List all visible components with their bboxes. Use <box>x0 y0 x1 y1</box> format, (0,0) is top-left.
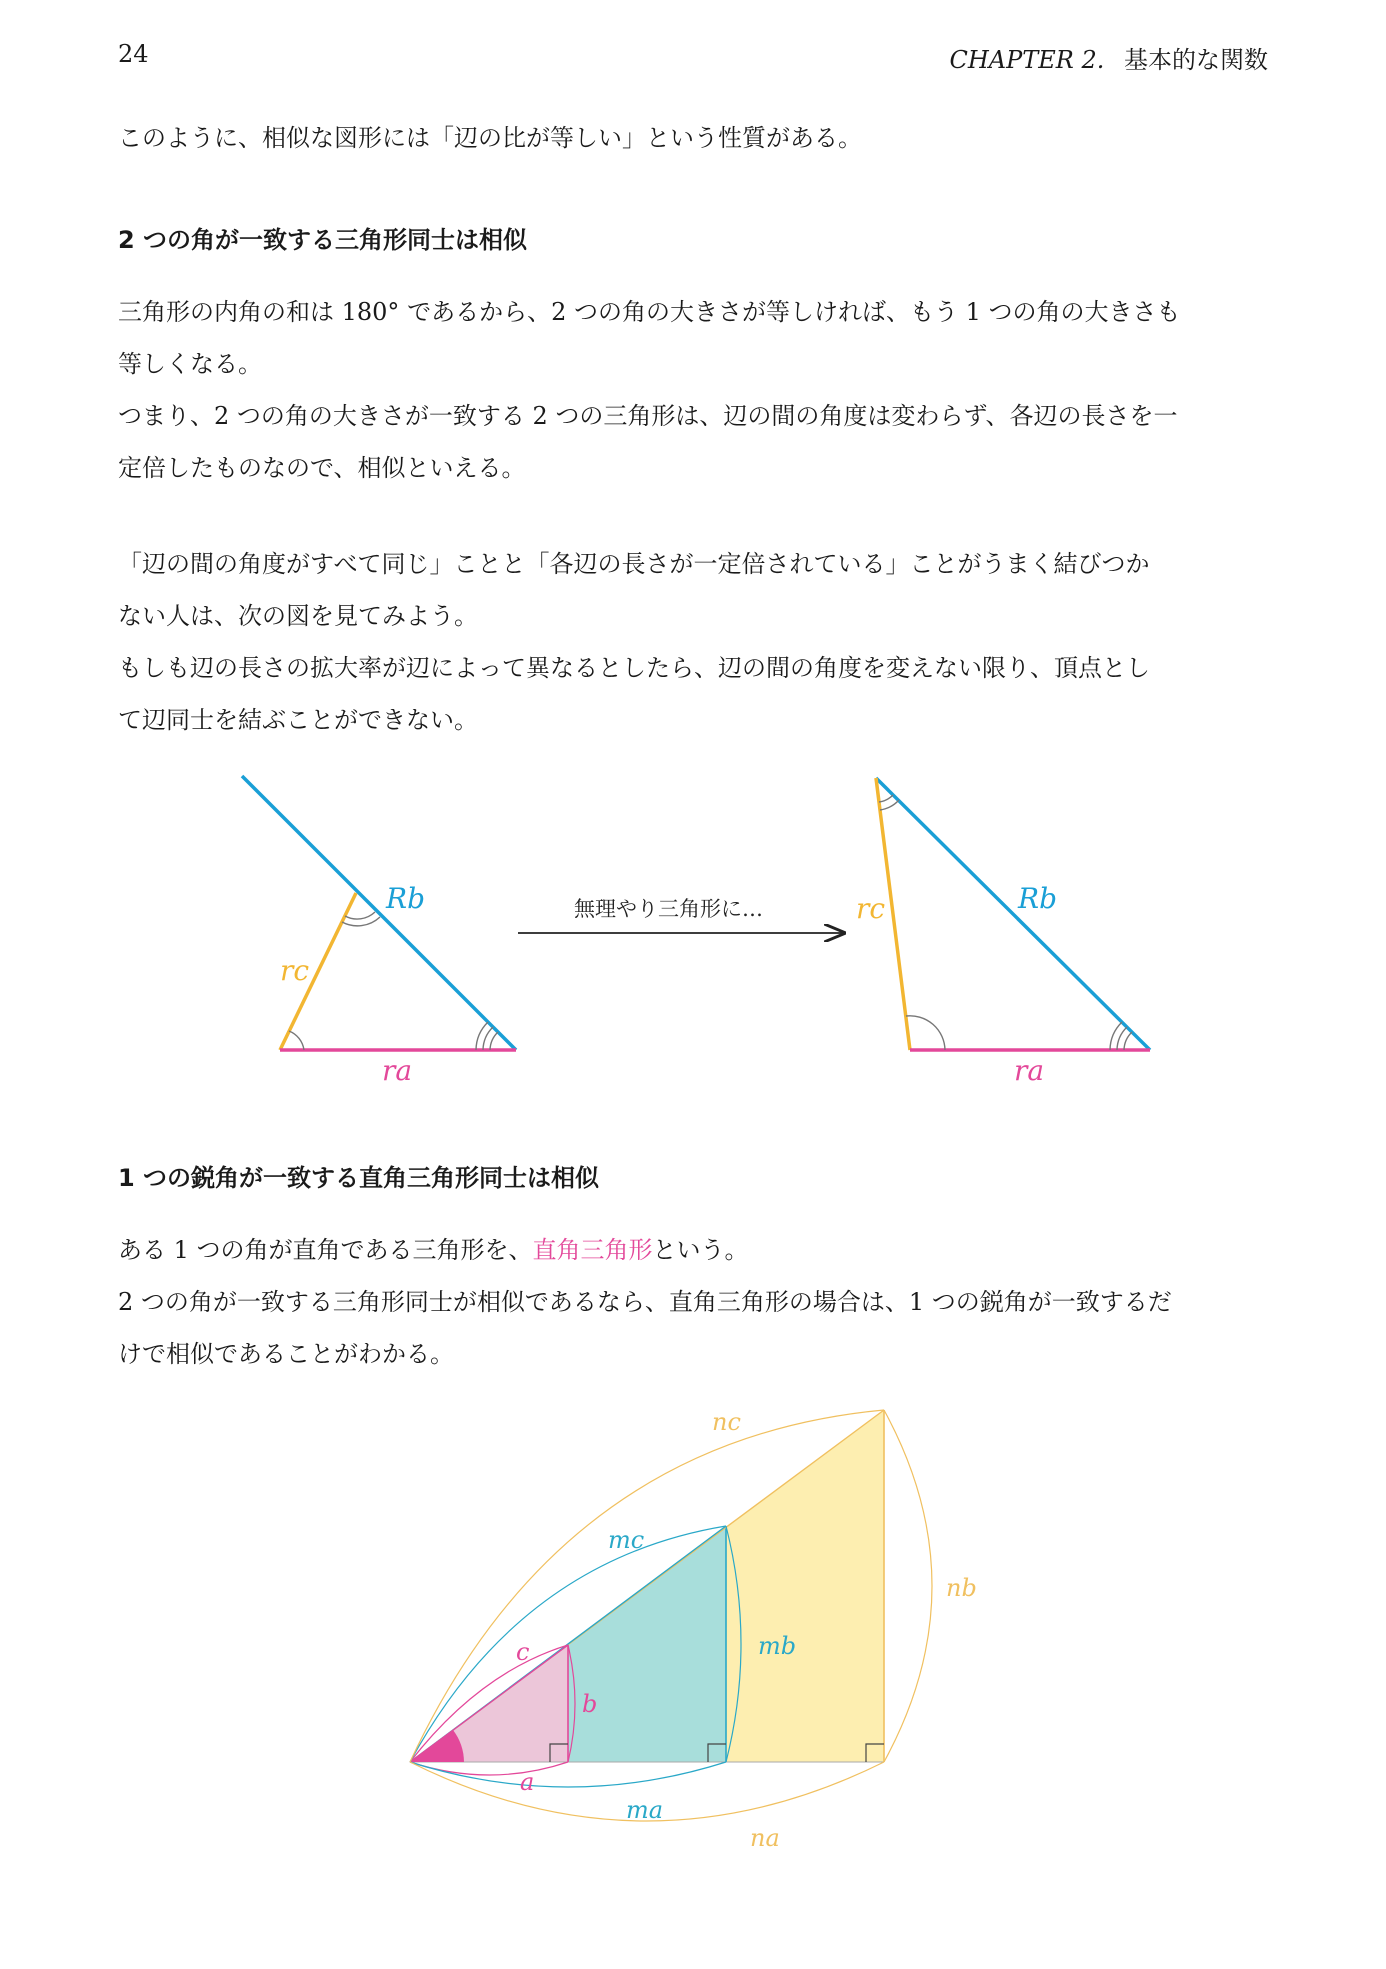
label-ra: ra <box>1014 1054 1045 1087</box>
figure-forced-triangle <box>856 778 1150 1087</box>
arrow-label: 無理やり三角形に… <box>574 897 763 921</box>
text-line: ない人は、次の図を見てみよう。 <box>118 602 478 630</box>
page-number: 24 <box>118 40 149 68</box>
angle-arc <box>483 1027 493 1050</box>
label-mc: mc <box>608 1526 645 1554</box>
angle-arc <box>906 1016 945 1050</box>
label-c: c <box>516 1638 530 1666</box>
angle-arc <box>1124 1032 1132 1050</box>
label-rb: Rb <box>386 882 426 915</box>
angle-arc <box>490 1032 498 1050</box>
chapter-label: CHAPTER 2. <box>949 46 1105 74</box>
transform-arrow <box>518 897 844 933</box>
label-ma: ma <box>626 1796 664 1824</box>
angle-arc <box>1117 1027 1127 1050</box>
label-rb: Rb <box>1018 882 1058 915</box>
angle-arc <box>289 1031 304 1050</box>
label-rc: rc <box>856 892 886 925</box>
angle-arc <box>345 912 375 919</box>
section-heading-two-angles: 2 つの角が一致する三角形同士は相似 <box>118 226 528 254</box>
section-heading-right-triangles: 1 つの鋭角が一致する直角三角形同士は相似 <box>118 1164 600 1192</box>
text-line: 等しくなる。 <box>118 350 262 378</box>
text-fragment: ある 1 つの角が直角である三角形を、 <box>118 1236 533 1264</box>
text-line: 「辺の間の角度がすべて同じ」ことと「各辺の長さが一定倍されている」ことがうまく結びつか <box>118 550 1150 578</box>
text-line: 三角形の内角の和は 180° であるから、2 つの角の大きさが等しければ、もう 1 つの角の大きさも <box>118 298 1181 326</box>
side-rb <box>876 778 1150 1050</box>
figure-nested-right-triangles <box>410 1408 977 1852</box>
label-nc: nc <box>712 1408 741 1436</box>
label-b: b <box>582 1690 598 1718</box>
angle-arc <box>879 795 893 802</box>
figure-unclosed-triangle <box>242 776 516 1087</box>
label-rc: rc <box>280 954 310 987</box>
text-line: 2 つの角が一致する三角形同士が相似であるなら、直角三角形の場合は、1 つの鋭角が一致するだ <box>118 1288 1172 1316</box>
text-line: 定倍したものなので、相似といえる。 <box>118 454 526 482</box>
label-nb: nb <box>946 1574 977 1602</box>
chapter-name: 基本的な関数 <box>1124 46 1268 74</box>
text-line: けで相似であることがわかる。 <box>118 1340 454 1368</box>
text-line: もしも辺の長さの拡大率が辺によって異なるとしたら、辺の間の角度を変えない限り、頂点とし <box>118 654 1150 682</box>
label-a: a <box>520 1768 535 1796</box>
intro-paragraph: このように、相似な図形には「辺の比が等しい」という性質がある。 <box>118 124 862 152</box>
text-fragment: という。 <box>652 1236 749 1264</box>
label-na: na <box>750 1824 780 1852</box>
side-rb <box>242 776 516 1050</box>
highlight-term: 直角三角形 <box>532 1236 653 1264</box>
text-line: つまり、2 つの角の大きさが一致する 2 つの三角形は、辺の間の角度は変わらず、各辺の長さを一 <box>118 402 1178 430</box>
label-ra: ra <box>382 1054 413 1087</box>
text-line: て辺同士を結ぶことができない。 <box>118 706 478 734</box>
label-mb: mb <box>758 1632 797 1660</box>
